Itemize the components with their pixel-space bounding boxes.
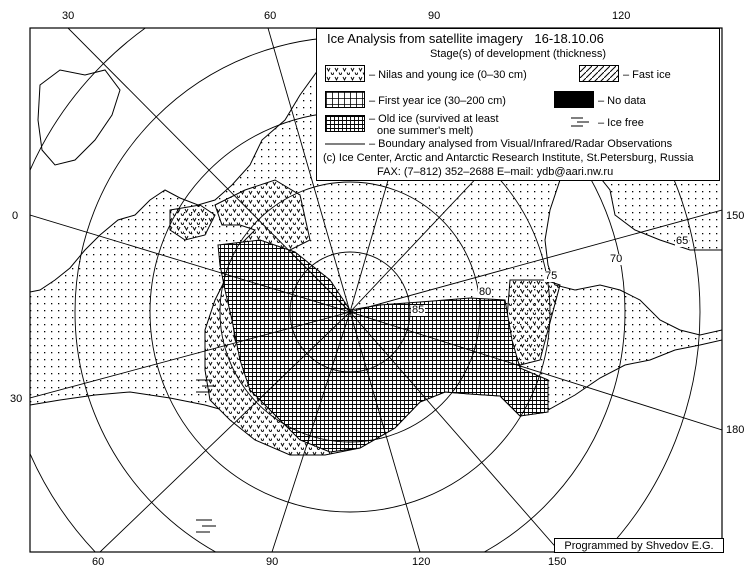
lat-label-70: 70: [610, 253, 623, 265]
lon-label-top-1: 30: [62, 10, 75, 22]
legend-fast-ice-label: – Fast ice: [623, 69, 671, 81]
swatch-nilas: [325, 65, 365, 82]
legend-nilas-label: – Nilas and young ice (0–30 cm): [369, 69, 527, 81]
lon-label-right-1: 150: [726, 210, 745, 222]
legend-credit: (c) Ice Center, Arctic and Antarctic Research Institute, St.Petersburg, Russia: [323, 152, 694, 164]
lat-label-85: 85: [412, 304, 425, 316]
swatch-old-ice: [325, 115, 365, 132]
lon-label-top-4: 120: [612, 10, 631, 22]
swatch-no-data: [554, 91, 594, 108]
legend-boundary-label: – Boundary analysed from Visual/Infrared/Radar Observations: [369, 138, 673, 150]
swatch-ice-free: [569, 115, 593, 129]
lon-label-top-2: 60: [264, 10, 277, 22]
legend-old-ice-line1: – Old ice (survived at least: [369, 113, 499, 125]
lon-label-right-2: 180: [726, 424, 745, 436]
swatch-first-year: [325, 91, 365, 108]
legend-contact: FAX: (7–812) 352–2688 E–mail: ydb@aari.nw.ru: [377, 166, 614, 178]
legend-panel: [316, 28, 720, 181]
lon-label-left-2: 30: [10, 393, 23, 405]
lon-label-top-3: 90: [428, 10, 441, 22]
lon-label-left-1: 0: [12, 210, 19, 222]
legend-old-ice-label: [369, 113, 499, 137]
swatch-fast-ice: [579, 65, 619, 82]
legend-title: [327, 31, 604, 46]
lon-label-bottom-3: 120: [412, 556, 431, 568]
swatch-boundary: [325, 141, 365, 147]
lon-label-bottom-1: 60: [92, 556, 105, 568]
lat-label-65: 65: [676, 235, 689, 247]
lon-label-bottom-4: 150: [548, 556, 567, 568]
legend-title-text: Ice Analysis from satellite imagery: [327, 31, 523, 46]
lat-label-75: 75: [545, 270, 558, 282]
lat-label-80: 80: [479, 286, 492, 298]
legend-subtitle: Stage(s) of development (thickness): [429, 48, 607, 60]
lon-label-bottom-2: 90: [266, 556, 279, 568]
legend-ice-free-label: – Ice free: [598, 117, 644, 129]
legend-old-ice-line2: one summer's melt): [377, 125, 474, 137]
programmer-credit: Programmed by Shvedov E.G.: [554, 538, 724, 553]
legend-first-year-label: – First year ice (30–200 cm): [369, 95, 506, 107]
legend-date: 16-18.10.06: [534, 31, 604, 46]
legend-no-data-label: – No data: [598, 95, 646, 107]
